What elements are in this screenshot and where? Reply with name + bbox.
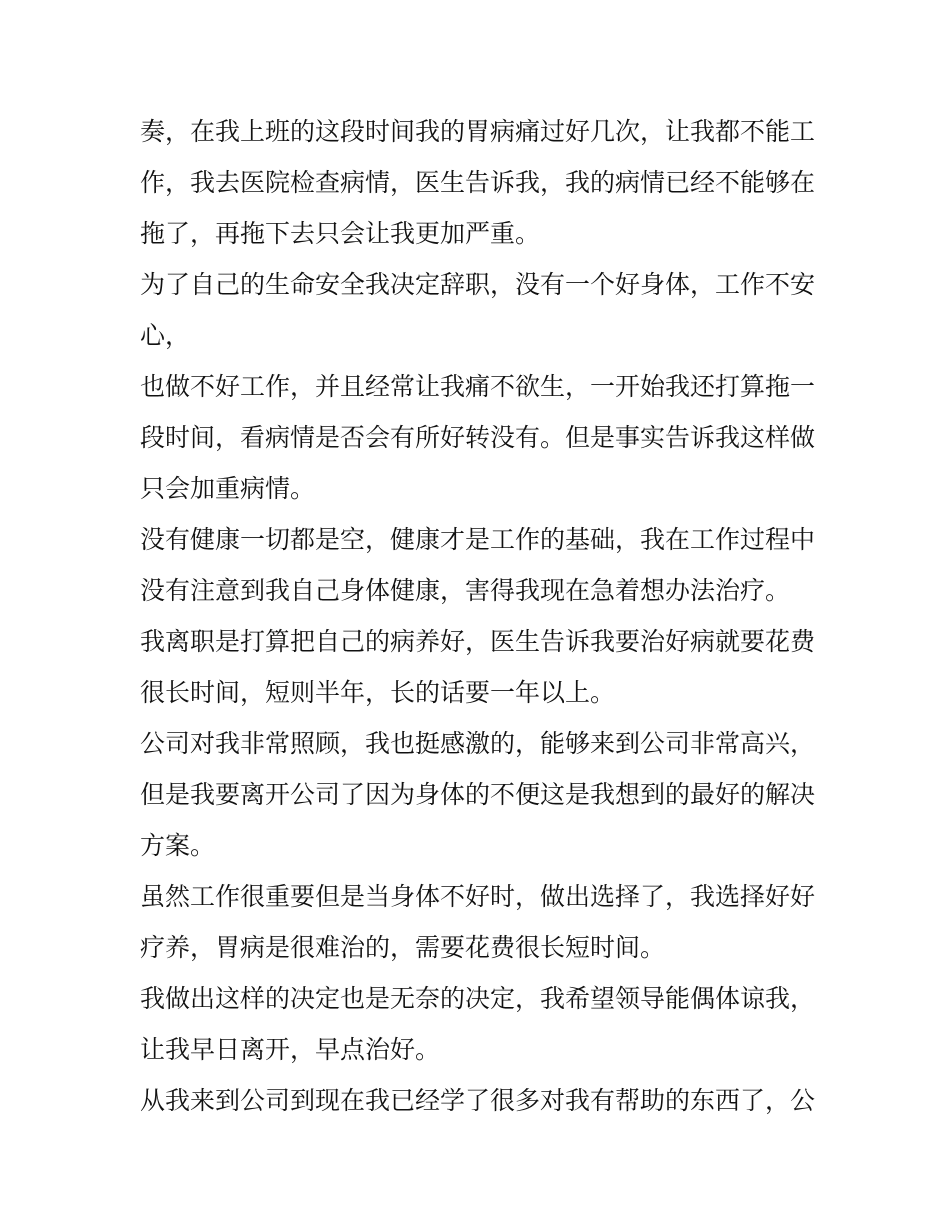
text-line: 公司对我非常照顾，我也挺感激的，能够来到公司非常高兴， (140, 729, 816, 758)
text-line: 很长时间，短则半年，长的话要一年以上。 (140, 678, 616, 707)
text-line: 但是我要离开公司了因为身体的不便这是我想到的最好的解决 (140, 780, 816, 809)
text-line: 疗养，胃病是很难治的，需要花费很长短时间。 (140, 933, 666, 962)
text-line: 我做出这样的决定也是无奈的决定，我希望领导能偶体谅我， (140, 984, 816, 1013)
text-line: 奏，在我上班的这段时间我的胃病痛过好几次，让我都不能工 (140, 117, 816, 146)
text-line: 作，我去医院检查病情，医生告诉我，我的病情已经不能够在 (140, 168, 816, 197)
text-line: 方案。 (140, 831, 216, 860)
text-line: 让我早日离开，早点治好。 (140, 1035, 441, 1064)
text-line: 从我来到公司到现在我已经学了很多对我有帮助的东西了，公 (140, 1086, 816, 1115)
text-line: 虽然工作很重要但是当身体不好时，做出选择了，我选择好好 (140, 882, 816, 911)
text-line: 没有健康一切都是空，健康才是工作的基础，我在工作过程中 (140, 525, 816, 554)
text-line: 为了自己的生命安全我决定辞职，没有一个好身体，工作不安 (140, 270, 816, 299)
text-line: 心， (140, 321, 191, 350)
text-line: 段时间，看病情是否会有所好转没有。但是事实告诉我这样做 (140, 423, 816, 452)
text-line: 我离职是打算把自己的病养好，医生告诉我要治好病就要花费 (140, 627, 816, 656)
text-line: 也做不好工作，并且经常让我痛不欲生，一开始我还打算拖一 (140, 372, 816, 401)
text-line: 只会加重病情。 (140, 474, 316, 503)
document-body (140, 106, 820, 1126)
text-line: 没有注意到我自己身体健康，害得我现在急着想办法治疗。 (140, 576, 791, 605)
text-line: 拖了，再拖下去只会让我更加严重。 (140, 219, 541, 248)
